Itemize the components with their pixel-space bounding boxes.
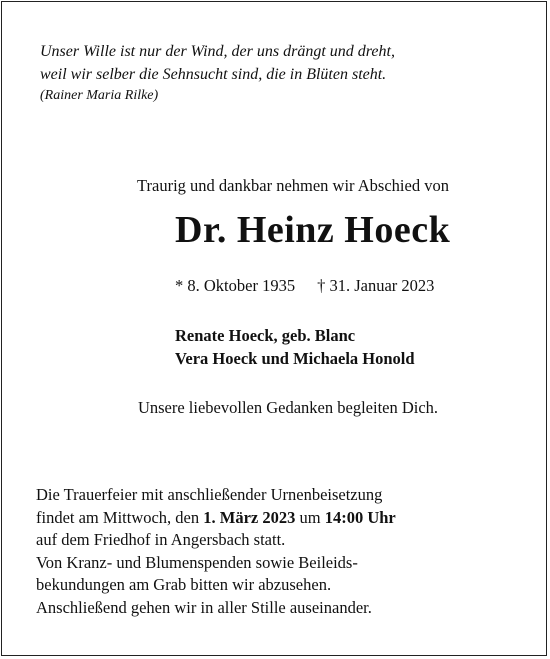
notice-line-2-prefix: findet am Mittwoch, den [36,507,204,527]
deceased-name: Dr. Heinz Hoeck [175,209,451,251]
funeral-date: 1. März 2023 [203,507,296,527]
life-dates [175,276,434,296]
quote-line-1: Unser Wille ist nur der Wind, der uns drängt und dreht, [40,43,395,60]
notice-line-4: Von Kranz- und Blumenspenden sowie Beileids- [36,552,358,572]
funeral-time: 14:00 Uhr [324,507,396,527]
closing-text: Unsere liebevollen Gedanken begleiten Dich. [137,398,439,417]
notice-line-3: auf dem Friedhof in Angersbach statt. [36,530,286,549]
rilke-quote [40,40,520,106]
notice-line-2 [36,507,526,530]
quote-author: (Rainer Maria Rilke) [40,88,159,103]
mourner-1: Renate Hoeck, geb. Blanc [175,326,356,345]
mourners-list [175,324,415,370]
notice-line-6: Anschließend gehen wir in aller Stille auseinander. [36,597,372,617]
quote-line-2: weil wir selber die Sehnsucht sind, die in Blüten steht. [40,66,387,83]
notice-line-5: bekundungen am Grab bitten wir abzusehen. [36,575,332,594]
notice-line-1: Die Trauerfeier mit anschließender Urnenbeisetzung [36,485,383,504]
death-date: † 31. Januar 2023 [317,276,435,295]
mourner-2: Vera Hoeck und Michaela Honold [175,349,415,368]
notice-line-2-mid: um [295,507,325,527]
funeral-notice [36,484,526,619]
birth-date: * 8. Oktober 1935 [175,276,296,295]
intro-text: Traurig und dankbar nehmen wir Abschied von [137,176,449,195]
